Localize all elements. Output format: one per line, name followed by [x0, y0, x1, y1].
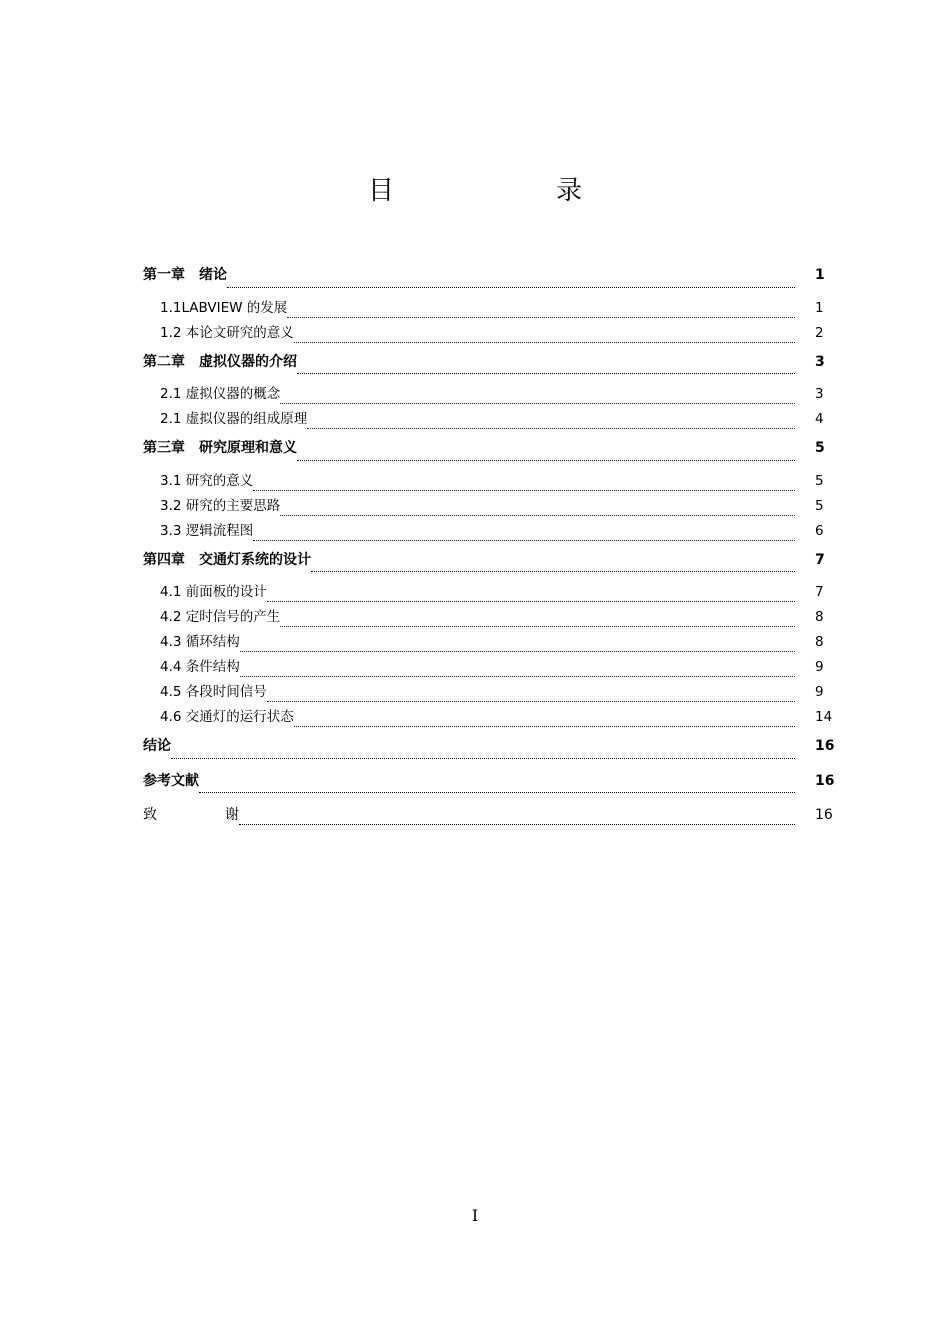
toc-entry-page-number: 5	[815, 497, 824, 514]
table-of-contents	[143, 262, 835, 830]
toc-section-entry[interactable]	[143, 297, 831, 322]
toc-dot-leader	[199, 782, 795, 793]
toc-entry-page-number: 8	[815, 609, 824, 625]
toc-entry-page-number: 4	[815, 411, 824, 427]
toc-entry-page-number: 16	[815, 738, 835, 754]
toc-chapter-entry[interactable]	[143, 547, 831, 582]
toc-entry-label: 4.1 前面板的设计	[160, 584, 267, 600]
toc-entry-label: 致谢	[143, 807, 239, 823]
toc-entry-page-number: 16	[815, 772, 835, 789]
toc-entry-label: 第四章 交通灯系统的设计	[143, 551, 311, 568]
toc-chapter-entry[interactable]	[143, 435, 831, 470]
toc-entry-label: 第三章 研究原理和意义	[143, 440, 297, 456]
toc-section-entry[interactable]	[143, 322, 831, 347]
toc-chapter-entry[interactable]	[143, 768, 835, 803]
toc-chapter-entry[interactable]	[143, 802, 831, 830]
toc-dot-leader	[294, 716, 795, 727]
toc-entry-label: 第二章 虚拟仪器的介绍	[143, 353, 297, 370]
toc-dot-leader	[307, 418, 795, 429]
toc-dot-leader	[297, 450, 795, 461]
toc-dot-leader	[311, 561, 795, 572]
page-title: 目 录	[367, 176, 650, 206]
toc-entry-page-number: 9	[815, 684, 824, 700]
toc-entry-page-number: 1	[815, 299, 824, 316]
toc-dot-leader	[171, 748, 795, 759]
toc-entry-label: 3.2 研究的主要思路	[160, 497, 281, 514]
toc-section-entry[interactable]	[143, 681, 831, 706]
toc-chapter-entry[interactable]	[143, 349, 831, 384]
toc-section-entry[interactable]	[143, 656, 831, 681]
toc-dot-leader	[227, 277, 795, 288]
toc-entry-page-number: 7	[815, 551, 825, 568]
toc-entry-page-number: 5	[815, 440, 825, 456]
page-number: I	[471, 1206, 479, 1225]
toc-entry-label: 1.2 本论文研究的意义	[160, 324, 294, 341]
toc-section-entry[interactable]	[143, 706, 831, 731]
toc-entry-page-number: 3	[815, 386, 824, 402]
toc-entry-label: 参考文献	[143, 772, 199, 789]
toc-entry-page-number: 9	[815, 659, 824, 675]
toc-section-entry[interactable]	[143, 581, 831, 606]
toc-dot-leader	[287, 307, 795, 318]
toc-dot-leader	[253, 480, 795, 491]
toc-entry-label: 4.6 交通灯的运行状态	[160, 709, 294, 725]
toc-entry-label: 4.5 各段时间信号	[160, 684, 267, 700]
toc-section-entry[interactable]	[143, 520, 831, 545]
toc-entry-label: 2.1 虚拟仪器的组成原理	[160, 411, 308, 427]
toc-entry-page-number: 7	[815, 584, 824, 600]
toc-dot-leader	[240, 666, 795, 677]
toc-entry-label: 3.3 逻辑流程图	[160, 522, 254, 539]
toc-entry-label: 结论	[143, 738, 171, 754]
toc-dot-leader	[239, 814, 795, 825]
toc-section-entry[interactable]	[143, 470, 831, 495]
toc-section-entry[interactable]	[143, 606, 831, 631]
toc-section-entry[interactable]	[143, 383, 831, 408]
toc-entry-label: 第一章 绪论	[143, 267, 227, 283]
toc-dot-leader	[280, 505, 795, 516]
toc-section-entry[interactable]	[143, 631, 831, 656]
toc-entry-label: 3.1 研究的意义	[160, 472, 254, 489]
toc-dot-leader	[294, 332, 795, 343]
toc-dot-leader	[267, 691, 795, 702]
toc-entry-page-number: 1	[815, 267, 825, 283]
toc-entry-label: 2.1 虚拟仪器的概念	[160, 386, 281, 402]
toc-chapter-entry[interactable]	[143, 262, 831, 297]
toc-entry-page-number: 3	[815, 353, 825, 370]
toc-entry-label: 1.1LABVIEW 的发展	[160, 299, 288, 316]
toc-dot-leader	[280, 616, 795, 627]
toc-entry-page-number: 16	[815, 807, 833, 823]
toc-chapter-entry[interactable]	[143, 733, 835, 768]
toc-entry-label: 4.3 循环结构	[160, 634, 240, 650]
toc-entry-page-number: 5	[815, 472, 824, 489]
toc-entry-label: 4.2 定时信号的产生	[160, 609, 281, 625]
toc-dot-leader	[267, 591, 795, 602]
toc-entry-page-number: 2	[815, 324, 824, 341]
toc-dot-leader	[253, 530, 795, 541]
toc-dot-leader	[280, 393, 795, 404]
toc-section-entry[interactable]	[143, 408, 831, 433]
toc-section-entry[interactable]	[143, 495, 831, 520]
toc-entry-page-number: 14	[815, 709, 833, 725]
toc-entry-page-number: 8	[815, 634, 824, 650]
toc-dot-leader	[297, 363, 795, 374]
toc-dot-leader	[240, 641, 795, 652]
toc-entry-page-number: 6	[815, 522, 824, 539]
toc-entry-label: 4.4 条件结构	[160, 659, 240, 675]
